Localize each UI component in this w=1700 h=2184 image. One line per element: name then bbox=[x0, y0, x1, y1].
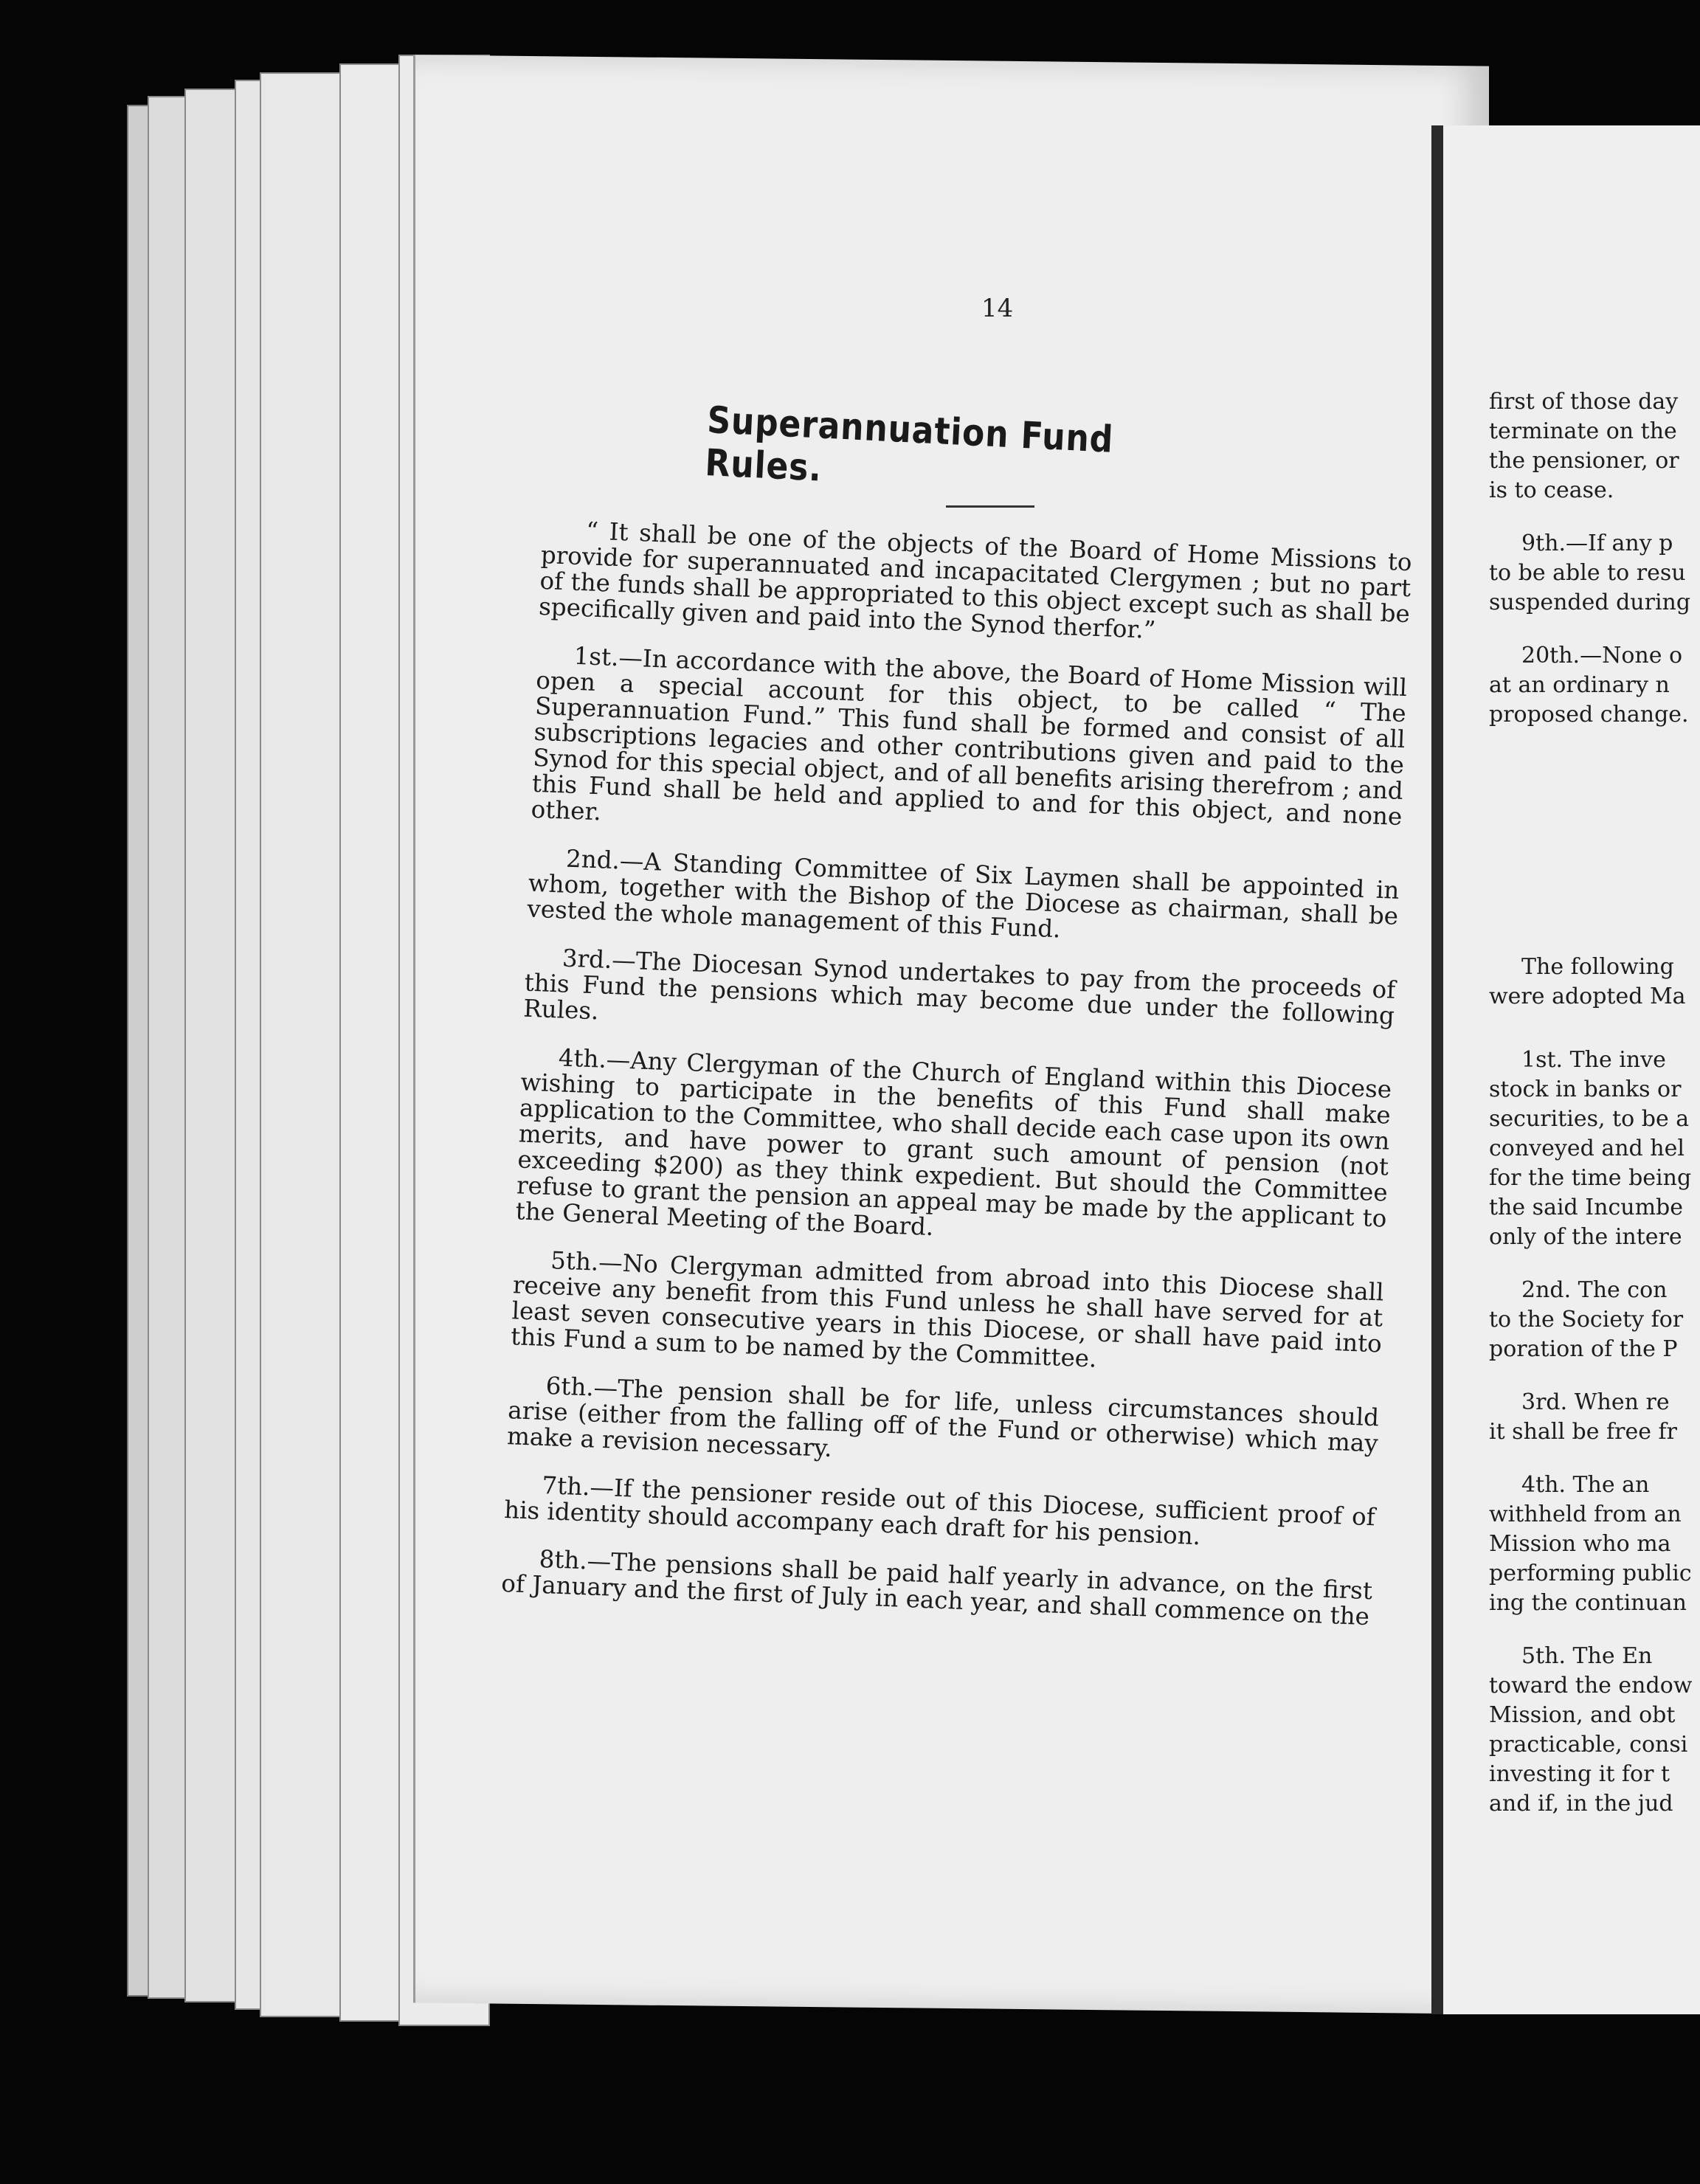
text-line: toward the endow bbox=[1489, 1673, 1693, 1699]
text-line: at an ordinary n bbox=[1489, 672, 1670, 698]
rule-paragraph-7th: 7th.—If the pensioner reside out of this Diocese, sufficient proof of his identity should accompany each draft for his pension. bbox=[503, 1471, 1376, 1551]
text-line: first of those day bbox=[1489, 389, 1679, 415]
text-line: 2nd. The con bbox=[1521, 1277, 1668, 1303]
page-title: Superannuation Fund Rules. bbox=[704, 398, 1115, 490]
text-line: ing the continuan bbox=[1489, 1590, 1687, 1616]
book-gutter bbox=[1431, 125, 1443, 2014]
right-block-continuation bbox=[1489, 387, 1700, 505]
right-block-5th bbox=[1489, 1642, 1700, 1819]
text-line: Mission who ma bbox=[1489, 1531, 1671, 1557]
text-line: it shall be free fr bbox=[1489, 1419, 1677, 1445]
right-block-following bbox=[1489, 953, 1700, 1012]
text-line: were adopted Ma bbox=[1489, 984, 1686, 1009]
text-line: proposed change. bbox=[1489, 702, 1689, 728]
text-line: withheld from an bbox=[1489, 1502, 1682, 1527]
text-line: investing it for t bbox=[1489, 1761, 1670, 1787]
right-block-1st bbox=[1489, 1046, 1700, 1252]
rule-paragraph-6th: 6th.—The pension shall be for life, unless circumstances should arise (either from the falling off of the Fund or otherwise) which may make a revision necessary. bbox=[506, 1372, 1380, 1462]
text-line: Mission, and obt bbox=[1489, 1702, 1676, 1728]
text-line: 1st. The inve bbox=[1521, 1047, 1666, 1073]
text-line: poration of the P bbox=[1489, 1336, 1678, 1362]
text-line: performing public bbox=[1489, 1561, 1692, 1586]
text-line: terminate on the bbox=[1489, 418, 1677, 444]
text-line: to the Society for bbox=[1489, 1307, 1684, 1333]
right-block-9th bbox=[1489, 529, 1700, 618]
right-page-body bbox=[1489, 387, 1700, 1842]
text-line: only of the intere bbox=[1489, 1224, 1682, 1250]
text-line: 5th. The En bbox=[1521, 1643, 1653, 1669]
rule-paragraph-4th: 4th.—Any Clergyman of the Church of England within this Diocese wishing to participate in the benefits of this Fund shall make application to the Committee, who shall decide each case upon its own merits, and have power to grant such amount of pension (not exceeding $200) as they think expedient. But should the Committee refuse to grant the pension an appeal may be made by the applicant to the General Meeting of the Board. bbox=[515, 1043, 1392, 1242]
text-line: for the time being bbox=[1489, 1165, 1692, 1191]
spacer bbox=[1489, 753, 1700, 953]
rule-paragraph-1st: 1st.—In accordance with the above, the Board of Home Mission will open a special account for this object, to be called “ The Superannuation Fund.” This fund shall be formed and consist of all subscriptions legacies and other contributions given and paid to the Synod for this special object, and of all benefits arising therefrom ; and this Fund shall be held and applied to and for this object, and none other. bbox=[531, 641, 1408, 832]
text-line: 20th.—None o bbox=[1521, 643, 1683, 668]
text-line: the pensioner, or bbox=[1489, 448, 1679, 474]
rule-paragraph-2nd: 2nd.—A Standing Committee of Six Laymen shall be appointed in whom, together with the Bishop of the Diocese as chairman, shall be vested the whole management of this Fund. bbox=[526, 844, 1400, 944]
text-line: is to cease. bbox=[1489, 477, 1614, 503]
text-line: 3rd. When re bbox=[1521, 1389, 1670, 1415]
title-divider bbox=[946, 505, 1034, 508]
text-line: 9th.—If any p bbox=[1521, 531, 1673, 556]
intro-quote-paragraph: “ It shall be one of the objects of the Board of Home Missions to provide for superannuated and incapacitated Clergymen ; but no part of the funds shall be appropriated to this object except such as shall be specifically given and paid into the Synod therfor.” bbox=[538, 516, 1413, 645]
rule-paragraph-3rd: 3rd.—The Diocesan Synod undertakes to pay from the proceeds of this Fund the pensions which may become due under the following Rules. bbox=[522, 944, 1396, 1030]
text-line: conveyed and hel bbox=[1489, 1136, 1685, 1161]
right-block-2nd bbox=[1489, 1276, 1700, 1364]
page-number: 14 bbox=[981, 294, 1014, 323]
rule-paragraph-5th: 5th.—No Clergyman admitted from abroad into this Diocese shall receive any benefit from this Fund unless he shall have served for at least seven consecutive years in this Diocese, or shall have paid into this Fund a sum to be named by the Committee. bbox=[510, 1246, 1385, 1373]
text-line: stock in banks or bbox=[1489, 1077, 1682, 1102]
spacer bbox=[1489, 1035, 1700, 1046]
text-line: 4th. The an bbox=[1521, 1472, 1650, 1498]
right-block-4th bbox=[1489, 1471, 1700, 1618]
text-line: suspended during bbox=[1489, 590, 1691, 615]
right-block-3rd bbox=[1489, 1388, 1700, 1447]
right-block-20th bbox=[1489, 641, 1700, 730]
text-line: The following bbox=[1521, 954, 1674, 980]
text-line: and if, in the jud bbox=[1489, 1791, 1673, 1817]
rule-paragraph-8th: 8th.—The pensions shall be paid half yearly in advance, on the first of January and the first of July in each year, and shall commence on the bbox=[500, 1544, 1373, 1631]
text-line: the said Incumbe bbox=[1489, 1195, 1683, 1220]
text-line: securities, to be a bbox=[1489, 1106, 1690, 1132]
text-line: practicable, consi bbox=[1489, 1732, 1688, 1758]
text-line: to be able to resu bbox=[1489, 560, 1686, 586]
left-page-body bbox=[500, 516, 1413, 1652]
